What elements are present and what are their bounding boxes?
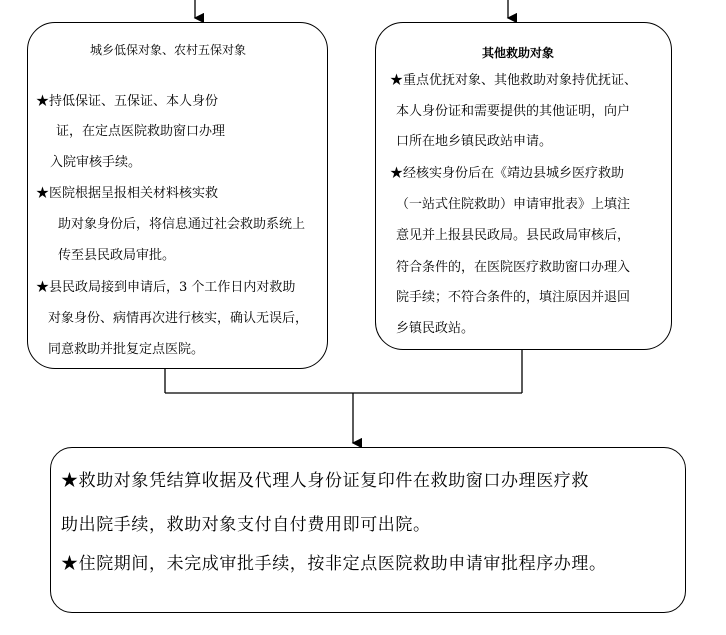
- left-box-line: 证，在定点医院救助窗口办理: [56, 124, 226, 139]
- bottom-box-discharge: [50, 447, 686, 613]
- left-box-line: 同意救助并批复定点医院。: [48, 342, 205, 357]
- bottom-box-line: ★住院期间，未完成审批手续，按非定点医院救助申请审批程序办理。: [61, 554, 607, 574]
- left-box-line: 传至县民政局审批。: [58, 248, 176, 263]
- left-box-line: 入院审核手续。: [50, 155, 142, 170]
- right-box-line: 意见并上报县民政局。县民政局审核后，: [396, 228, 631, 243]
- right-box-line: （一站式住院救助）申请审批表》上填注: [396, 197, 631, 212]
- left-box-line: ★医院根据呈报相关材料核实救: [36, 186, 219, 201]
- left-box-urban-rural-recipients: [27, 22, 328, 369]
- left-box-title: 城乡低保对象、农村五保对象: [90, 43, 247, 57]
- left-box-line: ★县民政局接到申请后，3 个工作日内对救助: [36, 280, 296, 295]
- right-box-line: ★经核实身份后在《靖边县城乡医疗救助: [390, 166, 625, 181]
- right-box-line: 院手续；不符合条件的，填注原因并退回: [396, 290, 631, 305]
- bottom-box-line: 助出院手续，救助对象支付自付费用即可出院。: [61, 515, 431, 535]
- right-box-line: 乡镇民政站。: [396, 321, 475, 336]
- right-box-line: 本人身份证和需要提供的其他证明，向户: [396, 104, 631, 119]
- right-box-line: 符合条件的，在医院医疗救助窗口办理入: [396, 260, 631, 275]
- right-box-line: 口所在地乡镇民政站申请。: [396, 134, 553, 149]
- right-box-title: 其他救助对象: [482, 46, 555, 60]
- right-box-other-recipients: [375, 22, 672, 350]
- right-box-line: ★重点优抚对象、其他救助对象持优抚证、: [390, 73, 638, 88]
- bottom-box-line: ★救助对象凭结算收据及代理人身份证复印件在救助窗口办理医疗救: [61, 471, 589, 491]
- left-box-line: 助对象身份后，将信息通过社会救助系统上: [58, 217, 306, 232]
- left-box-line: 对象身份、病情再次进行核实，确认无误后，: [48, 311, 309, 326]
- left-box-line: ★持低保证、五保证、本人身份: [36, 94, 219, 109]
